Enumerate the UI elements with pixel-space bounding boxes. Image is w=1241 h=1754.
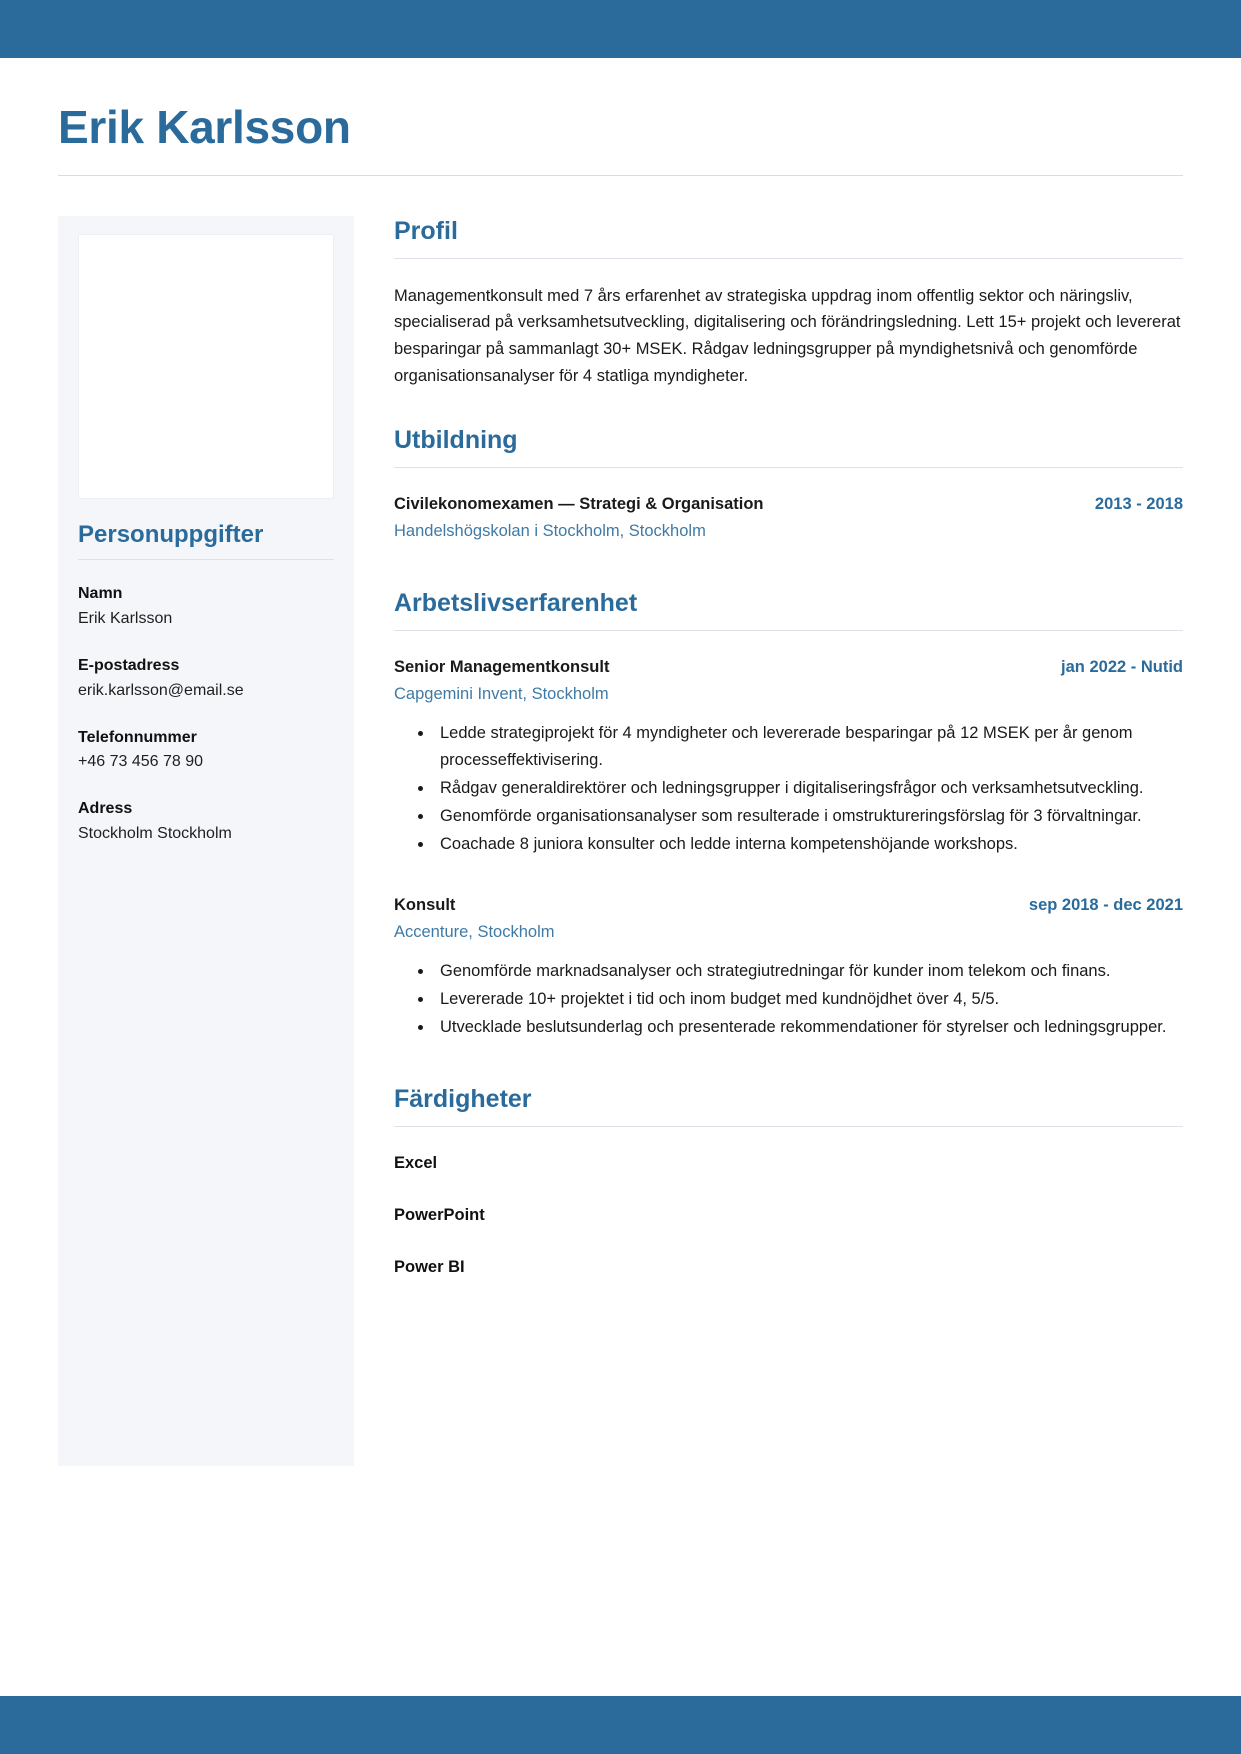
main-column — [354, 216, 1183, 1307]
spacer — [394, 550, 1183, 584]
detail-field-namn — [78, 582, 334, 632]
experience-entry-header — [394, 893, 1183, 918]
experience-entry-header — [394, 655, 1183, 680]
section-title-profile: Profil — [394, 216, 458, 245]
sidebar-section-title-personal-details: Personuppgifter — [78, 520, 264, 548]
detail-value: Stockholm Stockholm — [78, 824, 232, 842]
profile-photo-placeholder — [78, 234, 334, 499]
detail-value: Erik Karlsson — [78, 610, 173, 628]
sidebar-title-divider — [78, 559, 334, 560]
page-title: Erik Karlsson — [58, 101, 351, 153]
sidebar — [58, 216, 354, 1466]
section-title-education: Utbildning — [394, 426, 518, 455]
profile-summary-text: Managementkonsult med 7 års erfarenhet av strategiska uppdrag inom offentlig sektor och näringsliv, specialiserad på verksamhetsutveckling, digitalisering och förändringsledning. Lett 15+ projekt och levererat besparingar på sammanlagt 30+ MSEK. Rådgav ledningsgrupper på myndighetsnivå och genomförde organisationsanalyser för 4 statliga myndigheter. — [394, 286, 1181, 385]
skill-item: Power BI — [394, 1257, 465, 1276]
detail-label: Namn — [78, 585, 123, 603]
list-item: • Utvecklade beslutsunderlag och presenterade rekommendationer för styrelser och ledningsgrupper. — [434, 1014, 1183, 1040]
education-entry — [394, 492, 1183, 544]
experience-company: Accenture, Stockholm — [394, 922, 555, 941]
skill-item: PowerPoint — [394, 1206, 485, 1225]
detail-field-address — [78, 797, 334, 847]
experience-date-range: sep 2018 - dec 2021 — [1028, 895, 1183, 914]
list-item: • Coachade 8 juniora konsulter och ledde interna kompetenshöjande workshops. — [434, 831, 1183, 857]
detail-label: E-postadress — [78, 656, 180, 674]
education-date-range: 2013 - 2018 — [1094, 495, 1183, 514]
spacer — [394, 1046, 1183, 1080]
education-degree: Civilekonomexamen — Strategi & Organisation — [394, 495, 764, 514]
header-divider — [58, 175, 1183, 176]
experience-date-range: jan 2022 - Nutid — [1061, 657, 1183, 676]
section-divider — [394, 1126, 1183, 1127]
spacer — [394, 863, 1183, 893]
body-columns — [58, 216, 1183, 1466]
experience-bullet-list — [394, 958, 1183, 1040]
section-divider — [394, 630, 1183, 631]
bottom-accent-band — [0, 1696, 1241, 1754]
list-item: • Rådgav generaldirektörer och ledningsgrupper i digitaliseringsfrågor och verksamhetsutveckling. — [434, 775, 1183, 801]
experience-entry — [394, 655, 1183, 857]
section-divider — [394, 467, 1183, 468]
experience-role: Senior Managementkonsult — [394, 657, 610, 676]
section-divider — [394, 258, 1183, 259]
experience-bullet-list — [394, 720, 1183, 856]
list-item: • Ledde strategiprojekt för 4 myndigheter och levererade besparingar på 12 MSEK per år genom processeffektivisering. — [434, 720, 1183, 772]
list-item: • Genomförde marknadsanalyser och strategiutredningar för kunder inom telekom och finans. — [434, 958, 1183, 984]
section-title-experience: Arbetslivserfarenhet — [394, 588, 638, 617]
detail-value: +46 73 456 78 90 — [78, 753, 204, 771]
education-school: Handelshögskolan i Stockholm, Stockholm — [394, 522, 706, 541]
detail-label: Telefonnummer — [78, 728, 197, 746]
list-item: • Levererade 10+ projektet i tid och inom budget med kundnöjdhet över 4, 5/5. — [434, 986, 1183, 1012]
section-title-skills: Färdigheter — [394, 1085, 532, 1114]
detail-value: erik.karlsson@email.se — [78, 681, 244, 699]
detail-label: Adress — [78, 800, 133, 818]
experience-entry — [394, 893, 1183, 1041]
top-accent-band — [0, 0, 1241, 58]
list-item: • Genomförde organisationsanalyser som resulterade i omstruktureringsförslag för 3 förvaltningar. — [434, 803, 1183, 829]
section-experience — [394, 588, 1183, 1081]
section-profile — [394, 216, 1183, 390]
section-education — [394, 425, 1183, 584]
page-content — [0, 58, 1241, 1696]
section-skills — [394, 1084, 1183, 1279]
skill-item: Excel — [394, 1154, 438, 1173]
experience-company: Capgemini Invent, Stockholm — [394, 684, 609, 703]
education-entry-header — [394, 492, 1183, 517]
name-header — [58, 58, 1183, 176]
experience-role: Konsult — [394, 895, 456, 914]
detail-field-phone — [78, 726, 334, 776]
detail-field-email — [78, 654, 334, 704]
